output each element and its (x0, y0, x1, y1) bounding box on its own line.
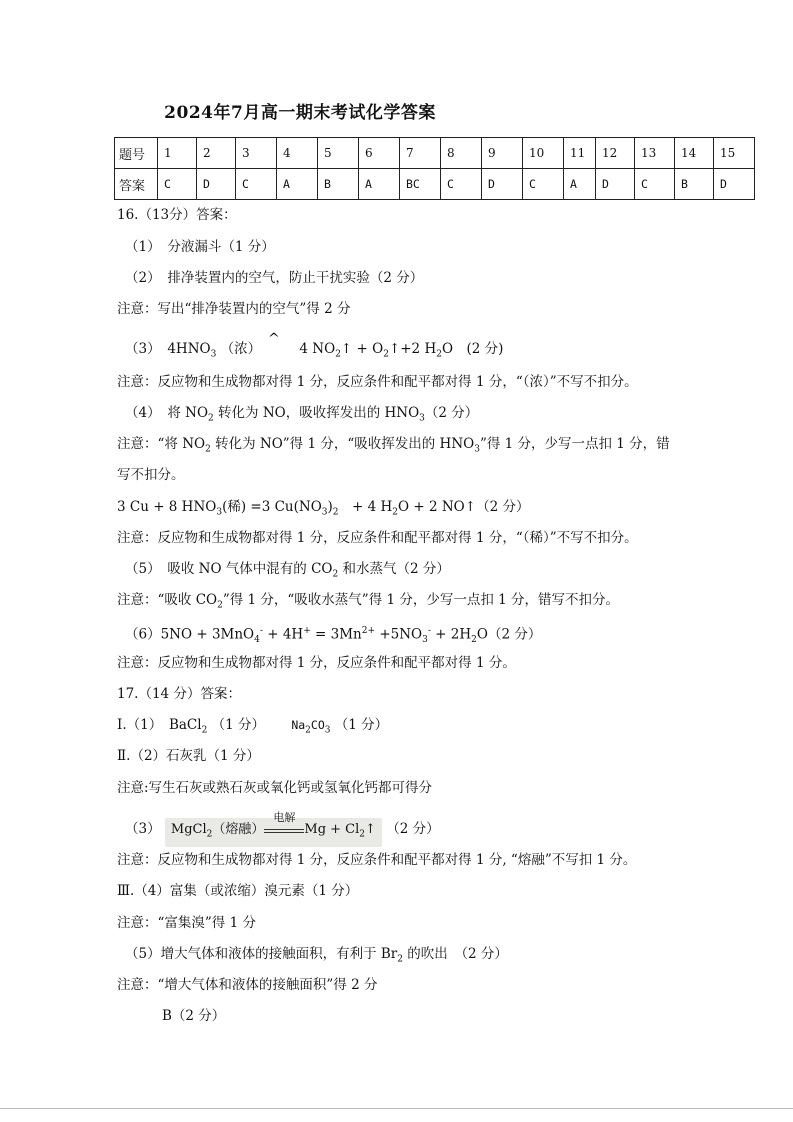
table-cell-answer: A (277, 169, 318, 200)
answer-table (114, 137, 755, 200)
table-cell-number: 6 (359, 138, 400, 169)
eq-part: + 4 H (338, 499, 393, 515)
note-5: 注意：反应物和生成物都对得 1 分，反应条件和配平都对得 1 分，“（稀）”不写不扣分。 (117, 530, 638, 546)
eq-part: （1 分） (334, 717, 389, 733)
eq-part: （1 分） (211, 717, 266, 733)
eq-part: ”得 1 分，“吸收水蒸气”得 1 分，少写一点扣 1 分，错写不扣分。 (222, 592, 620, 608)
eq-part: +5NO (375, 626, 423, 643)
eq-part: (稀) =3 Cu(NO (222, 499, 322, 515)
q16-answer-6: $(6)5NO + 3MnO_4^- + 4H^+ = 3Mn^{2+} +5NO_3^- + 2H_2O(2$ 分） (125, 626, 542, 646)
eq-part: CO (310, 718, 325, 732)
table-cell-answer: C (635, 169, 675, 200)
table-cell-answer: BC (400, 169, 441, 200)
row-label-number: 题号 (115, 138, 158, 169)
note-8: 注意:写生石灰或熟石灰或氧化钙或氢氧化钙都可得分 (117, 780, 433, 796)
eq-part: O + 2 NO↑（2 分） (398, 499, 530, 515)
eq-part: Ⅰ.（1） BaCl (117, 717, 202, 733)
q16-answer-2: （2） 排净装置内的空气，防止干扰实验（2 分） (125, 270, 424, 286)
eq-part: 的吹出 （2 分） (403, 946, 508, 962)
table-cell-number: 7 (400, 138, 441, 169)
eq-part: MgCl (170, 822, 207, 837)
row-label-answer: 答案 (115, 169, 158, 200)
table-cell-answer: D (714, 169, 755, 200)
table-cell-answer: B (318, 169, 359, 200)
note-9: 注意：反应物和生成物都对得 1 分，反应条件和配平都对得 1 分, “熔融”不写扣 1 分。 (117, 852, 637, 868)
table-row (115, 169, 755, 200)
table-cell-answer: C (523, 169, 564, 200)
table-cell-number: 15 (714, 138, 755, 169)
eq-part: （5）增大气体和液体的接触面积，有利于 Br (125, 946, 398, 962)
note-6: 注意：“吸收 $CO_2$”得 1 分，“吸收水蒸气”得 1 分，少写一点扣 1 分，错写不扣分。 (117, 592, 620, 611)
q16-answer-5: （5） 吸收 NO 气体中混有的 $CO_2$ 和水蒸气（2 分） (125, 561, 450, 580)
q17-answer-2: Ⅱ.（2）石灰乳（1 分） (117, 748, 260, 764)
eq-part: ↑ + O (340, 341, 384, 357)
eq-part: （3） (125, 821, 161, 837)
table-cell-answer: D (197, 169, 236, 200)
q16-answer-4: （4） 将 $NO_2$ 转化为 NO，吸收挥发出的 $HNO_3(2$ 分） (125, 405, 479, 424)
note-11: 注意：“增大气体和液体的接触面积”得 2 分 (117, 977, 378, 993)
table-cell-answer: B (675, 169, 714, 200)
eq-part: ”得 1 分，少写一点扣 1 分，错 (479, 436, 670, 452)
table-cell-answer: A (564, 169, 596, 200)
note-7: 注意：反应物和生成物都对得 1 分，反应条件和配平都对得 1 分。 (117, 655, 516, 671)
note-4: 注意：“将 $NO_2$ 转化为 NO”得 1 分，“吸收挥发出的 $HNO_3$”得 1 分，少写一点扣 1 分，错 (117, 436, 670, 455)
note-2: 注意：写出“排净装置内的空气”得 2 分 (117, 301, 351, 317)
eq-part: Mg + Cl (304, 822, 360, 837)
eq-part: （2 分） (386, 821, 440, 837)
table-cell-answer: D (482, 169, 523, 200)
eq-part: ) (327, 499, 333, 515)
q17-answer-3 (125, 811, 440, 847)
q17-answer-6: B（2 分） (162, 1008, 226, 1024)
table-cell-number: 3 (236, 138, 277, 169)
eq-part: （3） 4HNO (125, 341, 211, 357)
table-cell-number: 10 (523, 138, 564, 169)
eq-part: + 4H (262, 626, 304, 643)
eq-part: ↑ (365, 822, 376, 837)
table-cell-answer: C (236, 169, 277, 200)
table-cell-number: 4 (277, 138, 318, 169)
q17-answer-4: Ⅲ.（4）富集（或浓缩）溴元素（1 分） (117, 883, 359, 899)
eq-part: 注意：“将 NO (117, 436, 206, 452)
heat-symbol: ^ (268, 331, 280, 347)
eq-part: O（2 分） (476, 626, 542, 643)
note-10: 注意：“富集溴”得 1 分 (117, 915, 256, 931)
table-cell-answer: C (441, 169, 482, 200)
table-cell-number: 9 (482, 138, 523, 169)
table-cell-number: 1 (158, 138, 197, 169)
eq-part: （熔融） (212, 822, 265, 837)
page-bottom-rule (0, 1108, 793, 1109)
eq-part: 电解 (273, 811, 296, 824)
table-cell-answer: D (596, 169, 635, 200)
q17-heading: 17.（14 分）答案： (117, 686, 241, 702)
q17-answer-5: （5）增大气体和液体的接触面积，有利于 $Br_2$ 的吹出 （2 分） (125, 946, 508, 965)
table-row (115, 138, 755, 169)
eq-part: O (2 分) (441, 341, 504, 357)
eq-part: ↑+2 H (388, 341, 437, 357)
q17-answer-1: Ⅰ.（1） BaCl$_2$ （1 分） $Na_2CO_3$ （1 分） (117, 717, 389, 736)
eq-part: = 3Mn (310, 626, 362, 643)
table-cell-number: 12 (596, 138, 635, 169)
eq-part: + 2H (430, 626, 472, 643)
table-cell-answer: A (359, 169, 400, 200)
eq-part: （浓） (220, 341, 262, 357)
electrolysis-equation-image: MgCl$_2$（熔融） 电解 $Mg + Cl_2↑$ (165, 818, 382, 847)
eq-part: 3 Cu + 8 HNO (117, 499, 217, 515)
q16-heading: 16.（13分）答案： (117, 207, 237, 223)
q16-answer-3: （3） $4HNO_3$ （浓） 4 $NO_2↑$ + $O_2↑+2$ $H_2O$ (2 分) (125, 341, 504, 360)
table-cell-number: 5 (318, 138, 359, 169)
eq-part: Na (291, 718, 306, 732)
equation-copper: 3 Cu + 8 $HNO_3$(稀) =3 $Cu(NO_3)_2$ + 4 $H_2O + 2$ NO↑（2 分） (117, 499, 530, 518)
q16-answer-1: （1） 分液漏斗（1 分） (125, 239, 275, 255)
eq-part: （6）5NO + 3MnO (125, 626, 255, 643)
eq-part: （4） 将 NO (125, 405, 209, 421)
eq-part: （5） 吸收 NO 气体中混有的 CO (125, 561, 333, 577)
eq-part: 和水蒸气（2 分） (338, 561, 450, 577)
table-cell-number: 14 (675, 138, 714, 169)
table-cell-answer: C (158, 169, 197, 200)
table-cell-number: 13 (635, 138, 675, 169)
eq-part: 注意：“吸收 CO (117, 592, 218, 608)
eq-part: 转化为 NO，吸收挥发出的 HNO (213, 405, 420, 421)
note-4-cont: 写不扣分。 (117, 467, 185, 483)
eq-part: 转化为 NO”得 1 分，“吸收挥发出的 HNO (210, 436, 475, 452)
eq-part: （2 分） (424, 405, 479, 421)
note-3: 注意：反应物和生成物都对得 1 分，反应条件和配平都对得 1 分，“（浓）”不写不扣分。 (117, 374, 638, 390)
table-cell-number: 2 (197, 138, 236, 169)
table-cell-number: 8 (441, 138, 482, 169)
table-cell-number: 11 (564, 138, 596, 169)
page-title: 2024年7月高一期末考试化学答案 (164, 103, 436, 123)
